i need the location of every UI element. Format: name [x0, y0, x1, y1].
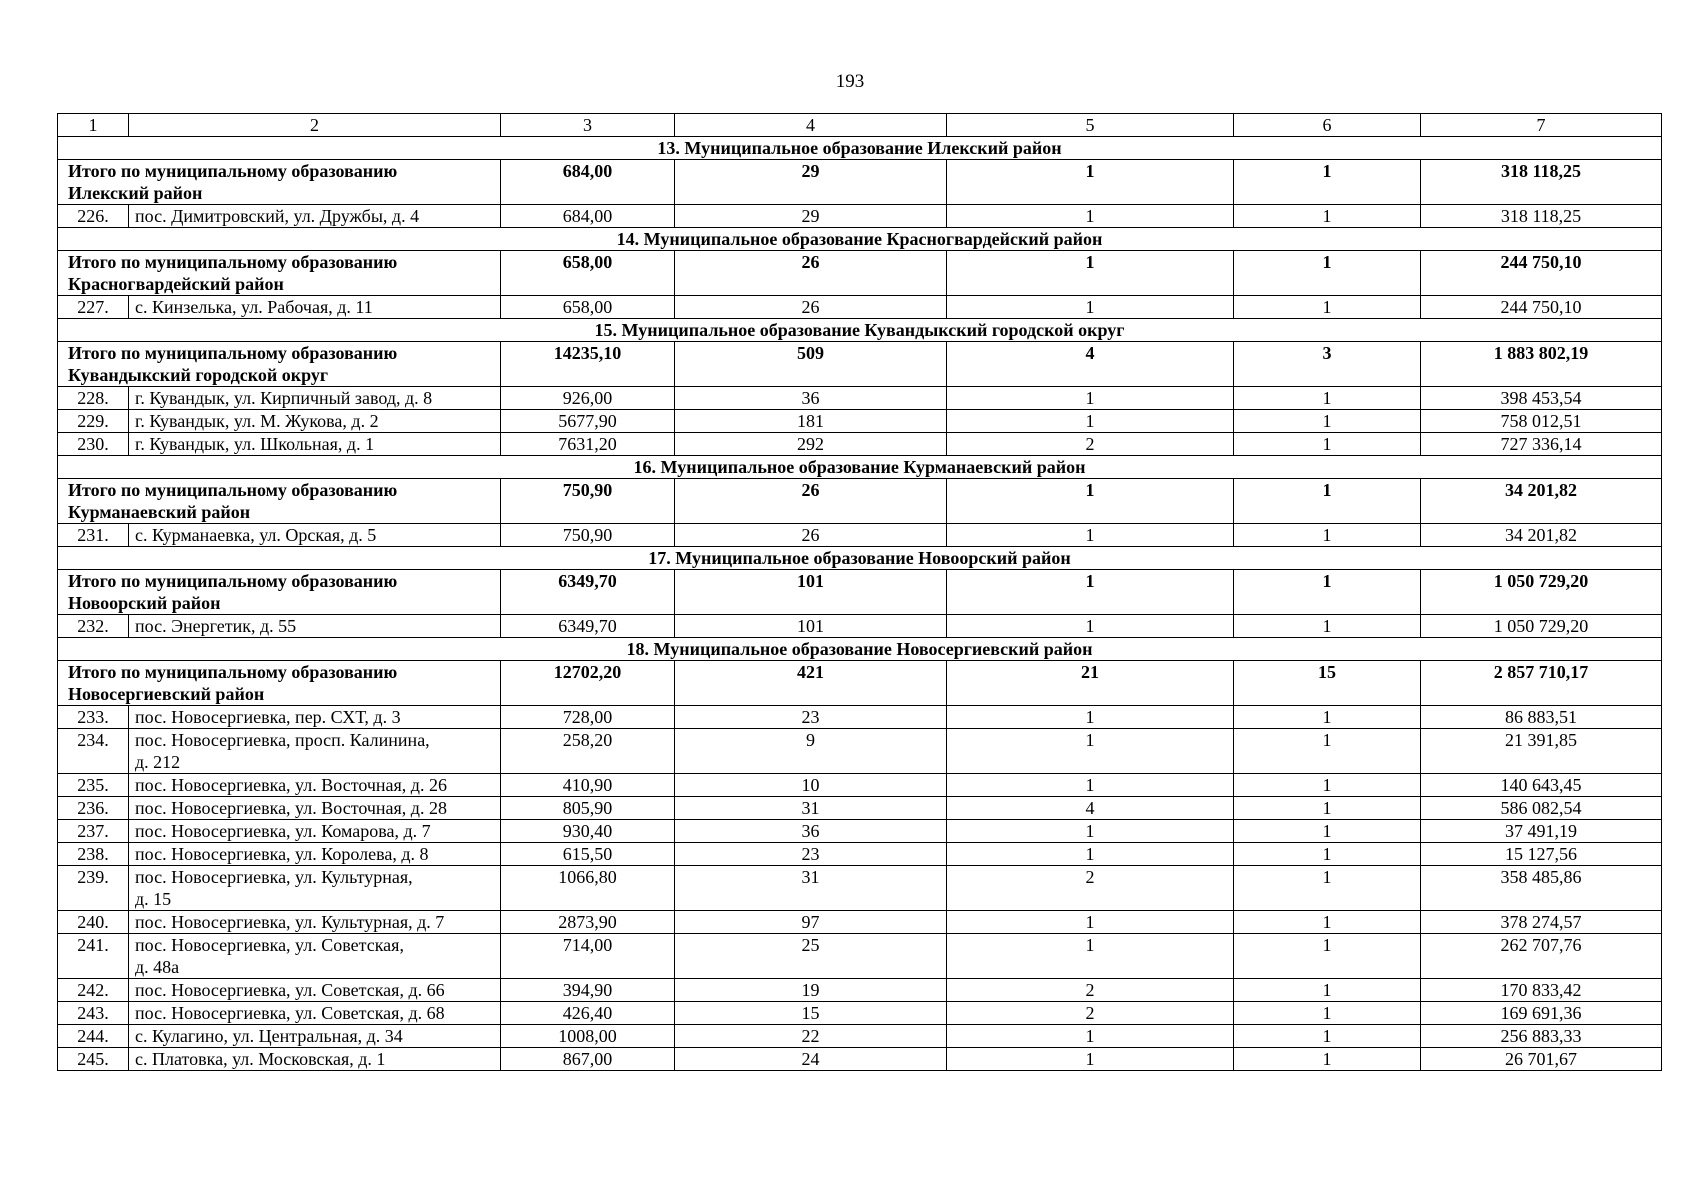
total-area-value: 12702,20	[501, 661, 675, 706]
total-label-line: Итого по муниципальному образованию	[68, 662, 398, 682]
area-value: 926,00	[501, 387, 675, 410]
column-number: 4	[675, 114, 947, 137]
area-value: 930,40	[501, 820, 675, 843]
value-col6: 1	[1234, 797, 1421, 820]
address-cell	[129, 296, 501, 319]
section-heading: 16. Муниципальное образование Курманаевский район	[58, 456, 1662, 479]
table-row	[58, 979, 1662, 1002]
area-value: 426,40	[501, 1002, 675, 1025]
total-count-value: 26	[675, 479, 947, 524]
cost-value: 169 691,36	[1421, 1002, 1662, 1025]
total-area-value: 684,00	[501, 160, 675, 205]
total-value-col6: 3	[1234, 342, 1421, 387]
count-value: 19	[675, 979, 947, 1002]
total-label	[58, 661, 501, 706]
section-heading-row	[58, 547, 1662, 570]
value-col6: 1	[1234, 387, 1421, 410]
value-col5: 1	[947, 1025, 1234, 1048]
count-value: 101	[675, 615, 947, 638]
cost-value: 244 750,10	[1421, 296, 1662, 319]
address-cell	[129, 911, 501, 934]
address-line: пос. Новосергиевка, просп. Калинина,	[135, 730, 430, 750]
address-cell	[129, 524, 501, 547]
column-number: 3	[501, 114, 675, 137]
address-cell	[129, 615, 501, 638]
address-cell	[129, 205, 501, 228]
address-line: с. Кинзелька, ул. Рабочая, д. 11	[135, 297, 373, 317]
address-cell	[129, 706, 501, 729]
total-count-value: 101	[675, 570, 947, 615]
address-cell	[129, 1048, 501, 1071]
cost-value: 15 127,56	[1421, 843, 1662, 866]
count-value: 25	[675, 934, 947, 979]
value-col6: 1	[1234, 524, 1421, 547]
total-label-line: Илекский район	[68, 183, 203, 203]
total-cost-value: 1 050 729,20	[1421, 570, 1662, 615]
value-col6: 1	[1234, 934, 1421, 979]
total-label-line: Итого по муниципальному образованию	[68, 480, 398, 500]
cost-value: 398 453,54	[1421, 387, 1662, 410]
total-area-value: 658,00	[501, 251, 675, 296]
row-number: 238.	[58, 843, 129, 866]
count-value: 23	[675, 706, 947, 729]
row-number: 229.	[58, 410, 129, 433]
address-line: с. Кулагино, ул. Центральная, д. 34	[135, 1026, 403, 1046]
cost-value: 262 707,76	[1421, 934, 1662, 979]
value-col6: 1	[1234, 205, 1421, 228]
value-col5: 2	[947, 866, 1234, 911]
total-value-col6: 1	[1234, 251, 1421, 296]
page-number: 193	[835, 71, 865, 92]
table-row	[58, 706, 1662, 729]
total-cost-value: 1 883 802,19	[1421, 342, 1662, 387]
total-value-col5: 1	[947, 251, 1234, 296]
address-line: пос. Новосергиевка, ул. Советская, д. 68	[135, 1003, 445, 1023]
area-value: 258,20	[501, 729, 675, 774]
table-row	[58, 433, 1662, 456]
value-col5: 1	[947, 1048, 1234, 1071]
table-row	[58, 820, 1662, 843]
total-label-line: Кувандыкский городской округ	[68, 365, 329, 385]
table-row	[58, 934, 1662, 979]
value-col6: 1	[1234, 774, 1421, 797]
address-line: пос. Новосергиевка, ул. Культурная,	[135, 867, 413, 887]
section-heading: 14. Муниципальное образование Красногвардейский район	[58, 228, 1662, 251]
value-col6: 1	[1234, 615, 1421, 638]
total-row	[58, 160, 1662, 205]
address-line: пос. Новосергиевка, ул. Восточная, д. 28	[135, 798, 447, 818]
cost-value: 26 701,67	[1421, 1048, 1662, 1071]
row-number: 227.	[58, 296, 129, 319]
section-heading-row	[58, 638, 1662, 661]
address-line: пос. Новосергиевка, ул. Советская,	[135, 935, 404, 955]
value-col6: 1	[1234, 820, 1421, 843]
cost-value: 37 491,19	[1421, 820, 1662, 843]
total-value-col6: 1	[1234, 160, 1421, 205]
cost-value: 21 391,85	[1421, 729, 1662, 774]
value-col6: 1	[1234, 706, 1421, 729]
total-count-value: 421	[675, 661, 947, 706]
table-row	[58, 774, 1662, 797]
column-number: 1	[58, 114, 129, 137]
total-count-value: 29	[675, 160, 947, 205]
area-value: 867,00	[501, 1048, 675, 1071]
address-line: г. Кувандык, ул. Школьная, д. 1	[135, 434, 375, 454]
count-value: 23	[675, 843, 947, 866]
cost-value: 34 201,82	[1421, 524, 1662, 547]
section-heading-row	[58, 319, 1662, 342]
total-label	[58, 479, 501, 524]
total-row	[58, 661, 1662, 706]
row-number: 231.	[58, 524, 129, 547]
address-line: пос. Энергетик, д. 55	[135, 616, 297, 636]
value-col6: 1	[1234, 1025, 1421, 1048]
total-row	[58, 251, 1662, 296]
row-number: 232.	[58, 615, 129, 638]
value-col5: 1	[947, 296, 1234, 319]
row-number: 237.	[58, 820, 129, 843]
value-col6: 1	[1234, 911, 1421, 934]
table-row	[58, 911, 1662, 934]
address-line: г. Кувандык, ул. М. Жукова, д. 2	[135, 411, 379, 431]
count-value: 24	[675, 1048, 947, 1071]
table-row	[58, 1002, 1662, 1025]
total-count-value: 26	[675, 251, 947, 296]
count-value: 181	[675, 410, 947, 433]
address-line: пос. Новосергиевка, ул. Восточная, д. 26	[135, 775, 447, 795]
total-value-col5: 1	[947, 570, 1234, 615]
table-row	[58, 524, 1662, 547]
count-value: 31	[675, 797, 947, 820]
total-cost-value: 2 857 710,17	[1421, 661, 1662, 706]
count-value: 10	[675, 774, 947, 797]
total-label	[58, 160, 501, 205]
total-label	[58, 251, 501, 296]
table-row	[58, 296, 1662, 319]
cost-value: 86 883,51	[1421, 706, 1662, 729]
table-row	[58, 1025, 1662, 1048]
total-label-line: Курманаевский район	[68, 502, 251, 522]
value-col5: 1	[947, 934, 1234, 979]
address-line: пос. Новосергиевка, ул. Советская, д. 66	[135, 980, 445, 1000]
count-value: 26	[675, 296, 947, 319]
area-value: 394,90	[501, 979, 675, 1002]
register-table	[57, 113, 1662, 1071]
value-col6: 1	[1234, 979, 1421, 1002]
count-value: 292	[675, 433, 947, 456]
total-label-line: Итого по муниципальному образованию	[68, 343, 398, 363]
cost-value: 170 833,42	[1421, 979, 1662, 1002]
area-value: 6349,70	[501, 615, 675, 638]
cost-value: 140 643,45	[1421, 774, 1662, 797]
total-value-col5: 4	[947, 342, 1234, 387]
area-value: 1008,00	[501, 1025, 675, 1048]
value-col5: 1	[947, 729, 1234, 774]
area-value: 615,50	[501, 843, 675, 866]
table-row	[58, 866, 1662, 911]
count-value: 31	[675, 866, 947, 911]
row-number: 242.	[58, 979, 129, 1002]
address-line: с. Курманаевка, ул. Орская, д. 5	[135, 525, 377, 545]
value-col5: 1	[947, 387, 1234, 410]
value-col6: 1	[1234, 866, 1421, 911]
count-value: 29	[675, 205, 947, 228]
table-row	[58, 205, 1662, 228]
total-area-value: 14235,10	[501, 342, 675, 387]
address-cell	[129, 410, 501, 433]
table-row	[58, 843, 1662, 866]
value-col6: 1	[1234, 433, 1421, 456]
address-cell	[129, 1002, 501, 1025]
table-row	[58, 615, 1662, 638]
value-col5: 1	[947, 410, 1234, 433]
column-number-row	[58, 114, 1662, 137]
total-cost-value: 244 750,10	[1421, 251, 1662, 296]
address-cell	[129, 774, 501, 797]
row-number: 234.	[58, 729, 129, 774]
value-col6: 1	[1234, 729, 1421, 774]
total-value-col6: 1	[1234, 570, 1421, 615]
count-value: 36	[675, 387, 947, 410]
value-col6: 1	[1234, 1048, 1421, 1071]
total-cost-value: 34 201,82	[1421, 479, 1662, 524]
total-label-line: Итого по муниципальному образованию	[68, 161, 398, 181]
address-cell	[129, 866, 501, 911]
total-value-col5: 1	[947, 479, 1234, 524]
value-col5: 2	[947, 433, 1234, 456]
column-number: 2	[129, 114, 501, 137]
value-col5: 4	[947, 797, 1234, 820]
section-heading-row	[58, 137, 1662, 160]
area-value: 728,00	[501, 706, 675, 729]
address-cell	[129, 1025, 501, 1048]
count-value: 15	[675, 1002, 947, 1025]
value-col5: 1	[947, 205, 1234, 228]
value-col5: 1	[947, 615, 1234, 638]
total-value-col6: 1	[1234, 479, 1421, 524]
cost-value: 758 012,51	[1421, 410, 1662, 433]
total-value-col6: 15	[1234, 661, 1421, 706]
count-value: 36	[675, 820, 947, 843]
value-col5: 1	[947, 774, 1234, 797]
area-value: 714,00	[501, 934, 675, 979]
address-cell	[129, 797, 501, 820]
section-heading-row	[58, 228, 1662, 251]
cost-value: 586 082,54	[1421, 797, 1662, 820]
address-line: д. 48а	[135, 957, 180, 977]
row-number: 241.	[58, 934, 129, 979]
table-row	[58, 797, 1662, 820]
value-col5: 2	[947, 979, 1234, 1002]
cost-value: 318 118,25	[1421, 205, 1662, 228]
address-line: пос. Новосергиевка, ул. Королева, д. 8	[135, 844, 429, 864]
cost-value: 358 485,86	[1421, 866, 1662, 911]
table-row	[58, 387, 1662, 410]
address-cell	[129, 820, 501, 843]
value-col6: 1	[1234, 1002, 1421, 1025]
total-area-value: 6349,70	[501, 570, 675, 615]
column-number: 5	[947, 114, 1234, 137]
value-col6: 1	[1234, 410, 1421, 433]
table-row	[58, 729, 1662, 774]
address-line: д. 212	[135, 752, 181, 772]
section-heading: 18. Муниципальное образование Новосергиевский район	[58, 638, 1662, 661]
count-value: 22	[675, 1025, 947, 1048]
count-value: 97	[675, 911, 947, 934]
total-count-value: 509	[675, 342, 947, 387]
address-line: пос. Новосергиевка, ул. Комарова, д. 7	[135, 821, 431, 841]
value-col5: 1	[947, 524, 1234, 547]
area-value: 750,90	[501, 524, 675, 547]
total-row	[58, 479, 1662, 524]
row-number: 240.	[58, 911, 129, 934]
value-col5: 1	[947, 820, 1234, 843]
total-row	[58, 342, 1662, 387]
total-row	[58, 570, 1662, 615]
total-label	[58, 342, 501, 387]
row-number: 244.	[58, 1025, 129, 1048]
total-label-line: Итого по муниципальному образованию	[68, 571, 398, 591]
address-line: пос. Новосергиевка, ул. Культурная, д. 7	[135, 912, 445, 932]
table-row	[58, 1048, 1662, 1071]
address-cell	[129, 729, 501, 774]
area-value: 1066,80	[501, 866, 675, 911]
total-label-line: Новосергиевский район	[68, 684, 265, 704]
cost-value: 1 050 729,20	[1421, 615, 1662, 638]
row-number: 233.	[58, 706, 129, 729]
section-heading: 17. Муниципальное образование Новоорский район	[58, 547, 1662, 570]
section-heading-row	[58, 456, 1662, 479]
cost-value: 256 883,33	[1421, 1025, 1662, 1048]
cost-value: 378 274,57	[1421, 911, 1662, 934]
table-body	[58, 114, 1662, 1071]
row-number: 235.	[58, 774, 129, 797]
address-line: д. 15	[135, 889, 172, 909]
total-label-line: Новоорский район	[68, 593, 221, 613]
row-number: 228.	[58, 387, 129, 410]
total-label	[58, 570, 501, 615]
total-cost-value: 318 118,25	[1421, 160, 1662, 205]
column-number: 7	[1421, 114, 1662, 137]
row-number: 243.	[58, 1002, 129, 1025]
area-value: 410,90	[501, 774, 675, 797]
row-number: 226.	[58, 205, 129, 228]
table-row	[58, 410, 1662, 433]
value-col5: 1	[947, 706, 1234, 729]
address-line: с. Платовка, ул. Московская, д. 1	[135, 1049, 386, 1069]
value-col5: 1	[947, 911, 1234, 934]
value-col5: 1	[947, 843, 1234, 866]
value-col5: 2	[947, 1002, 1234, 1025]
count-value: 9	[675, 729, 947, 774]
cost-value: 727 336,14	[1421, 433, 1662, 456]
address-line: пос. Димитровский, ул. Дружбы, д. 4	[135, 206, 420, 226]
address-line: пос. Новосергиевка, пер. СХТ, д. 3	[135, 707, 401, 727]
count-value: 26	[675, 524, 947, 547]
row-number: 239.	[58, 866, 129, 911]
total-label-line: Красногвардейский район	[68, 274, 284, 294]
area-value: 684,00	[501, 205, 675, 228]
value-col6: 1	[1234, 843, 1421, 866]
total-area-value: 750,90	[501, 479, 675, 524]
row-number: 236.	[58, 797, 129, 820]
row-number: 230.	[58, 433, 129, 456]
area-value: 2873,90	[501, 911, 675, 934]
address-cell	[129, 843, 501, 866]
section-heading: 13. Муниципальное образование Илекский район	[58, 137, 1662, 160]
total-value-col5: 21	[947, 661, 1234, 706]
area-value: 658,00	[501, 296, 675, 319]
area-value: 7631,20	[501, 433, 675, 456]
section-heading: 15. Муниципальное образование Кувандыкский городской округ	[58, 319, 1662, 342]
total-label-line: Итого по муниципальному образованию	[68, 252, 398, 272]
total-value-col5: 1	[947, 160, 1234, 205]
column-number: 6	[1234, 114, 1421, 137]
area-value: 5677,90	[501, 410, 675, 433]
area-value: 805,90	[501, 797, 675, 820]
address-cell	[129, 433, 501, 456]
value-col6: 1	[1234, 296, 1421, 319]
address-line: г. Кувандык, ул. Кирпичный завод, д. 8	[135, 388, 433, 408]
address-cell	[129, 934, 501, 979]
address-cell	[129, 979, 501, 1002]
row-number: 245.	[58, 1048, 129, 1071]
address-cell	[129, 387, 501, 410]
